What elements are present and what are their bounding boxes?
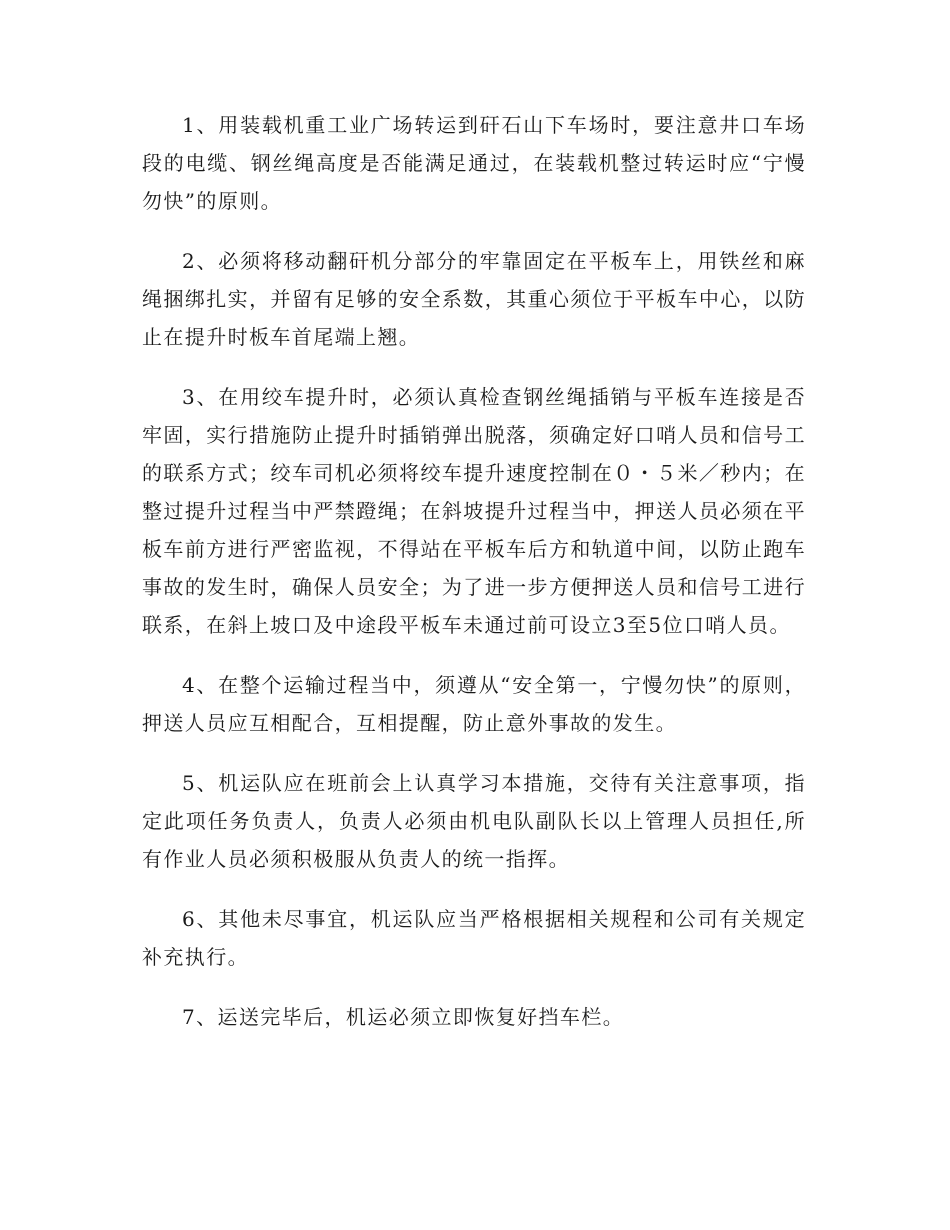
paragraph-5: 5、机运队应在班前会上认真学习本措施，交待有关注意事项，指定此项任务负责人，负责人必须由机电队副队长以上管理人员担任,所有作业人员必须积极服从负责人的统一指挥。 [142,771,806,871]
paragraph-1: 1、用装载机重工业广场转运到矸石山下车场时，要注意井口车场段的电缆、钢丝绳高度是否能满足通过，在装载机整过转运时应“宁慢勿快”的原则。 [142,113,806,213]
paragraph-6: 6、其他未尽事宜，机运队应当严格根据相关规程和公司有关规定补充执行。 [142,907,806,969]
paragraph-3: 3、在用绞车提升时，必须认真检查钢丝绳插销与平板车连接是否牢固，实行措施防止提升时插销弹出脱落，须确定好口哨人员和信号工的联系方式；绞车司机必须将绞车提升速度控制在０・５米／秒内；在整过提升过程当中严禁蹬绳；在斜坡提升过程当中，押送人员必须在平板车前方进行严密监视，不得站在平板车后方和轨道中间，以防止跑车事故的发生时，确保人员安全；为了进一步方便押送人员和信号工进行联系，在斜上坡口及中途段平板车未通过前可设立3至5位口哨人员。 [142,385,806,637]
paragraph-2: 2、必须将移动翻矸机分部分的牢靠固定在平板车上，用铁丝和麻绳捆绑扎实，并留有足够的安全系数，其重心须位于平板车中心，以防止在提升时板车首尾端上翘。 [142,249,806,349]
paragraph-4: 4、在整个运输过程当中，须遵从“安全第一，宁慢勿快”的原则，押送人员应互相配合，互相提醒，防止意外事故的发生。 [142,673,806,735]
document-body [142,106,806,1058]
paragraph-7: 7、运送完毕后，机运必须立即恢复好挡车栏。 [182,1005,625,1029]
